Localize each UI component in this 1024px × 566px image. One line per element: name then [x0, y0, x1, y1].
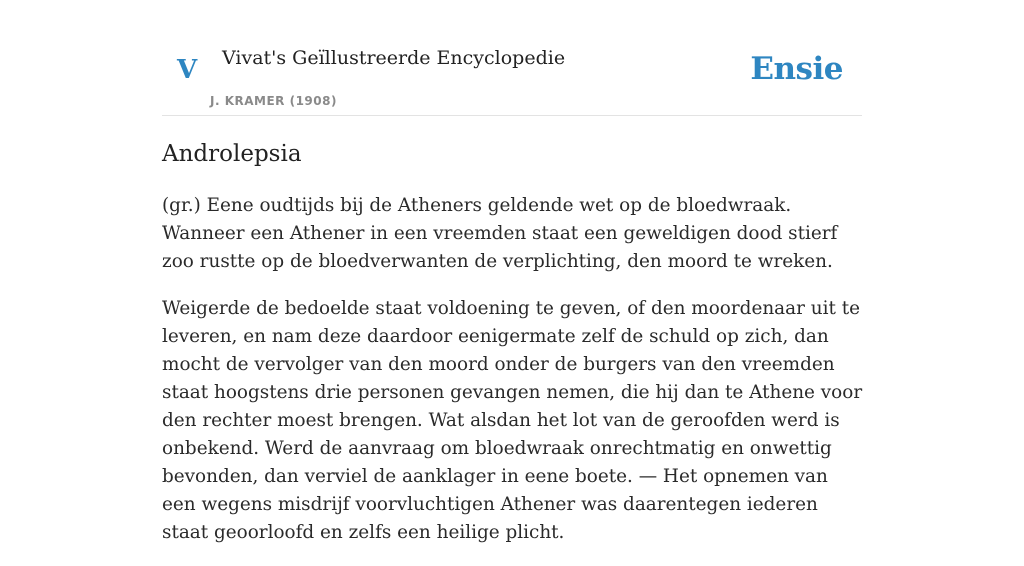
book-logo[interactable]: V — [177, 55, 198, 85]
article-paragraph: (gr.) Eene oudtijds bij de Atheners geldende wet op de bloedwraak. Wanneer een Athener in een vreemden staat een geweldigen dood stierf zoo rustte op de bloedverwanten de verplichting, den moord te wreken. — [162, 195, 838, 272]
book-title[interactable]: Vivat's Geïllustreerde Encyclopedie — [222, 47, 566, 69]
header — [162, 0, 862, 116]
book-author: J. KRAMER (1908) — [210, 94, 337, 108]
brand-logo[interactable]: Ensie — [750, 51, 843, 87]
article-title: Androlepsia — [162, 141, 302, 167]
article-body — [162, 192, 867, 566]
article-paragraph: Weigerde de bedoelde staat voldoening te geven, of den moordenaar uit te leveren, en nam deze daardoor eenigermate zelf de schuld op zich, dan mocht de vervolger van den moord onder de burgers van den vreemden staat hoogstens drie personen gevangen nemen, die hij dan te Athene voor den rechter moest brengen. Wat alsdan het lot van de geroofden werd is onbekend. Werd de aanvraag om bloedwraak onrechtmatig en onwettig bevonden, dan verviel de aanklager in eene boete. — Het opnemen van een wegens misdrijf voorvluchtigen Athener was daarentegen iederen staat geoorloofd en zelfs een heilige plicht. — [162, 298, 863, 543]
page — [162, 0, 863, 543]
